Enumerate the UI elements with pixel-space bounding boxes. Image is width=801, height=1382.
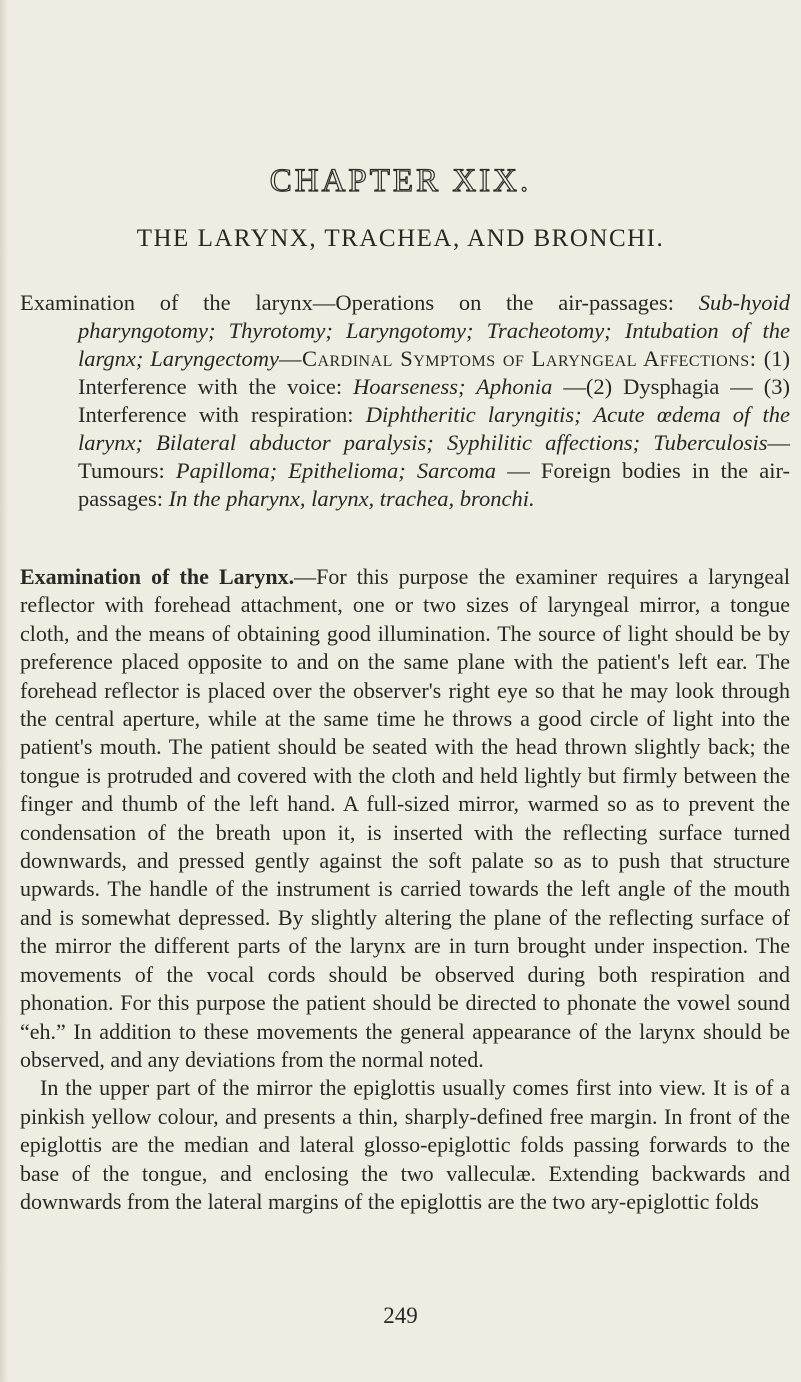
chapter-title: THE LARYNX, TRACHEA, AND BRONCHI.: [136, 225, 665, 252]
page-edge-shadow: [0, 0, 8, 1382]
synopsis-text: — Foreign bodies in the air-passages:: [78, 458, 790, 511]
synopsis-smallcaps-text: —Cardinal Symptoms of Laryngeal Affections:: [278, 346, 764, 371]
synopsis-text: (1) Interference with the voice:: [78, 346, 790, 399]
chapter-number-heading: CHAPTER XIX.: [269, 163, 532, 199]
body-text: [20, 563, 790, 1216]
paragraph-examination: [20, 563, 790, 1074]
chapter-synopsis: [20, 289, 790, 513]
paragraph-epiglottis: In the upper part of the mirror the epiglottis usually comes first into view. It is of a pinkish yellow colour, and presents a thin, sharply-defined free margin. In front of the epiglottis are the median and lateral glosso-epiglottic folds passing forwards to the base of the tongue, and enclosing the two valleculæ. Extending backwards and downwards from the lateral margins of the epiglottis are the two ary-epiglottic folds: [20, 1075, 790, 1214]
synopsis-italic-text: In the pharynx, larynx, trachea, bronchi.: [168, 486, 535, 511]
synopsis-italic-text: Hoarseness; Aphonia: [353, 374, 553, 399]
synopsis-italic-text: Sub-hyoid pharyngotomy; Thyrotomy; Laryngotomy; Tracheotomy; Intubation of the largnx; Laryngectomy: [78, 290, 790, 371]
synopsis-text: Examination of the larynx—Operations on the air-passages:: [20, 290, 699, 315]
run-in-heading: Examination of the Larynx.: [20, 564, 295, 589]
synopsis-italic-text: Papilloma; Epithelioma; Sarcoma: [175, 458, 497, 483]
synopsis-italic-text: Diphtheritic laryngitis; Acute œdema of the larynx; Bilateral abductor paralysis; Syphilitic affections; Tuberculosis: [78, 402, 790, 455]
synopsis-text: —Tumours:: [78, 430, 790, 483]
synopsis-text: —(2) Dysphagia — (3) Interference with respiration:: [78, 374, 791, 427]
page-number: 249: [383, 1303, 418, 1328]
paragraph-text: —For this purpose the examiner requires a laryngeal reflector with forehead attachment, one or two sizes of laryngeal mirror, a tongue cloth, and the means of obtaining good illumination. The source of light should be by preference placed opposite to and on the same plane with the patient's left ear. The forehead reflector is placed over the observer's right eye so that he may look through the central aperture, while at the same time he throws a good circle of light into the patient's mouth. The patient should be seated with the head thrown slightly back; the tongue is protruded and covered with the cloth and held lightly but firmly between the finger and thumb of the left hand. A full-sized mirror, warmed so as to prevent the condensation of the breath upon it, is inserted with the reflecting surface turned downwards, and pressed gently against the soft palate so as to push that structure upwards. The handle of the instrument is carried towards the left angle of the mouth and is somewhat depressed. By slightly altering the plane of the reflecting surface of the mirror the different parts of the larynx are in turn brought under inspection. The movements of the vocal cords should be observed during both respiration and phonation. For this purpose the patient should be directed to phonate the vowel sound “eh.” In addition to these movements the general appearance of the larynx should be observed, and any deviations from the normal noted.: [20, 564, 790, 1072]
